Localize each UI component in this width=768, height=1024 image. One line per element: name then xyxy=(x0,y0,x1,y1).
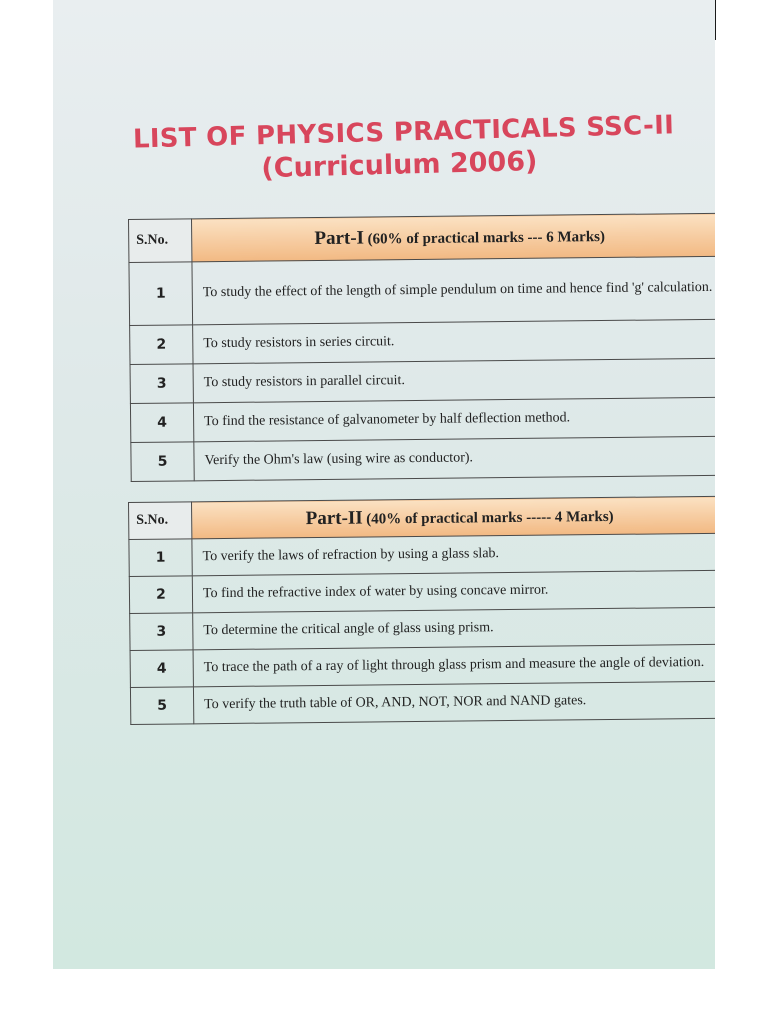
part-name: Part-II xyxy=(305,507,363,530)
part-2-table xyxy=(128,496,715,725)
row-number: 5 xyxy=(130,687,193,725)
table-row xyxy=(129,533,715,576)
row-number: 1 xyxy=(129,539,192,577)
part-description: (60% of practical marks --- 6 Marks) xyxy=(367,229,606,248)
part-description: (40% of practical marks ----- 4 Marks) xyxy=(366,508,614,528)
sno-header: S.No. xyxy=(129,502,192,540)
row-text: Verify the Ohm's law (using wire as conductor). xyxy=(194,436,715,481)
row-number: 4 xyxy=(130,650,193,688)
row-text: To trace the path of a ray of light through glass prism and measure the angle of deviation. xyxy=(193,644,715,687)
table-row xyxy=(130,358,715,403)
row-number: 3 xyxy=(130,364,193,404)
part-header xyxy=(192,496,715,539)
table-row xyxy=(130,607,715,650)
table-row xyxy=(129,570,715,613)
row-text: To study the effect of the length of simple pendulum on time and hence find 'g' calculation. xyxy=(192,256,715,325)
table-header-row xyxy=(129,213,715,262)
row-text: To find the refractive index of water by using concave mirror. xyxy=(192,570,715,613)
table-row xyxy=(130,397,715,442)
title-line-1: LIST OF PHYSICS PRACTICALS SSC-II xyxy=(132,110,675,155)
row-text: To determine the critical angle of glass using prism. xyxy=(193,607,715,650)
row-number: 3 xyxy=(130,613,193,651)
row-text: To find the resistance of galvanometer by half deflection method. xyxy=(193,397,715,442)
sno-header: S.No. xyxy=(129,219,192,263)
row-number: 2 xyxy=(130,325,193,365)
row-number: 1 xyxy=(129,262,193,326)
table-header-row xyxy=(129,496,715,539)
part-1-table xyxy=(128,213,715,482)
table-row xyxy=(131,436,715,481)
table-row xyxy=(130,681,715,724)
title-line-2: (Curriculum 2006) xyxy=(261,145,538,185)
row-text: To study resistors in parallel circuit. xyxy=(193,358,715,403)
row-number: 2 xyxy=(129,576,192,614)
page-title xyxy=(53,109,715,189)
row-text: To study resistors in series circuit. xyxy=(193,319,715,364)
table-row xyxy=(130,319,715,364)
row-text: To verify the truth table of OR, AND, NOT, NOR and NAND gates. xyxy=(193,681,715,724)
row-number: 4 xyxy=(130,403,193,443)
part-header xyxy=(192,213,715,262)
table-row xyxy=(129,256,715,325)
row-text: To verify the laws of refraction by using a glass slab. xyxy=(192,533,715,576)
document-page xyxy=(53,0,715,969)
row-number: 5 xyxy=(131,442,194,482)
table-row xyxy=(130,644,715,687)
part-name: Part-I xyxy=(314,227,365,250)
